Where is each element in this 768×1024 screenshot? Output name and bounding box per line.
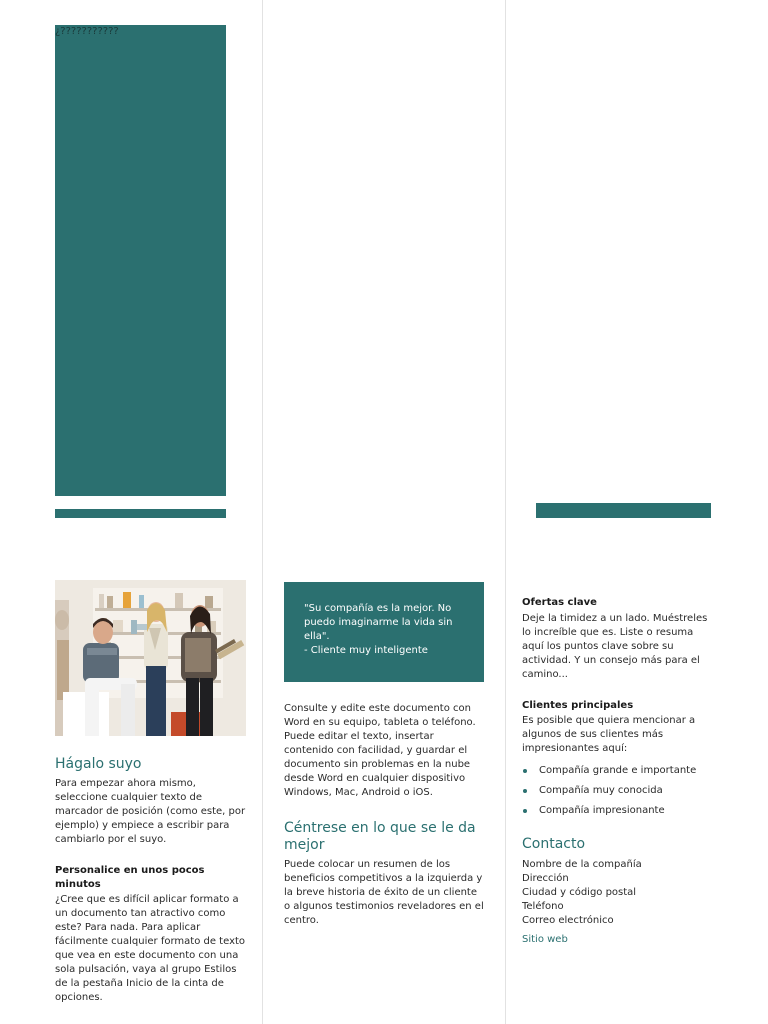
list-item: Compañía grande e importante (522, 764, 696, 784)
personalize-paragraph: ¿Cree que es difícil aplicar formato a un documento tan atractivo como este? Para nada. Para aplicar fácilmente cualquier formato de texto que vea en este documento con una sola pulsación, vaya al grupo Estilos de la pestaña Inicio de la cinta de opciones. (55, 894, 246, 1003)
edit-document-paragraph: Consulte y edite este documento con Word en su equipo, tableta o teléfono. Puede editar el texto, insertar contenido con facilidad, y guardar el documento sin problemas en la nube desde Word en cualquier dispositivo Windows, Mac, Android o iOS. (284, 703, 476, 798)
intro-paragraph: Para empezar ahora mismo, seleccione cualquier texto de marcador de posición (como este, por ejemplo) y empiece a escribir para cambiarlo por el suyo. (55, 778, 246, 845)
contact-block (522, 858, 712, 928)
clients-paragraph: Es posible que quiera mencionar a algunos de sus clientes más impresionantes aquí: (522, 715, 696, 754)
clients-list (522, 764, 696, 824)
heading-hagalo-suyo: Hágalo suyo (55, 756, 142, 772)
contact-city: Ciudad y código postal (522, 887, 637, 898)
heading-centrese: Céntrese en lo que se le da mejor (284, 820, 476, 853)
testimonial-quote-box (284, 582, 484, 682)
list-item: Compañía impresionante (522, 804, 696, 824)
subheading-personalice: Personalice en unos pocos minutos (55, 865, 205, 890)
offers-paragraph: Deje la timidez a un lado. Muéstreles lo increíble que es. Liste o resuma aquí los puntos clave sobre su actividad. Y un consejo más para el camino... (522, 613, 708, 680)
benefits-paragraph: Puede colocar un resumen de los beneficios competitivos a la izquierda y la breve historia de éxito de un cliente o algunos testimonios reveladores en el centro. (284, 859, 484, 926)
quote-text: "Su compañía es la mejor. No puedo imaginarme la vida sin ella". (304, 603, 453, 642)
website-link[interactable]: Sitio web (522, 934, 568, 945)
team-photo (55, 580, 246, 736)
heading-clientes-principales: Clientes principales (522, 700, 634, 711)
accent-bar-left (55, 509, 226, 518)
placeholder-text[interactable]: ¿??????????? (55, 26, 119, 37)
contact-email: Correo electrónico (522, 915, 614, 926)
quote-author: - Cliente muy inteligente (304, 645, 428, 656)
column-divider-right (505, 0, 506, 1024)
heading-ofertas-clave: Ofertas clave (522, 597, 597, 608)
column-divider-left (262, 0, 263, 1024)
contact-address: Dirección (522, 873, 569, 884)
heading-contacto: Contacto (522, 836, 586, 852)
accent-bar-right (536, 503, 711, 518)
contact-company: Nombre de la compañía (522, 859, 642, 870)
list-item: Compañía muy conocida (522, 784, 696, 804)
cover-color-block (55, 25, 226, 496)
contact-phone: Teléfono (522, 901, 564, 912)
